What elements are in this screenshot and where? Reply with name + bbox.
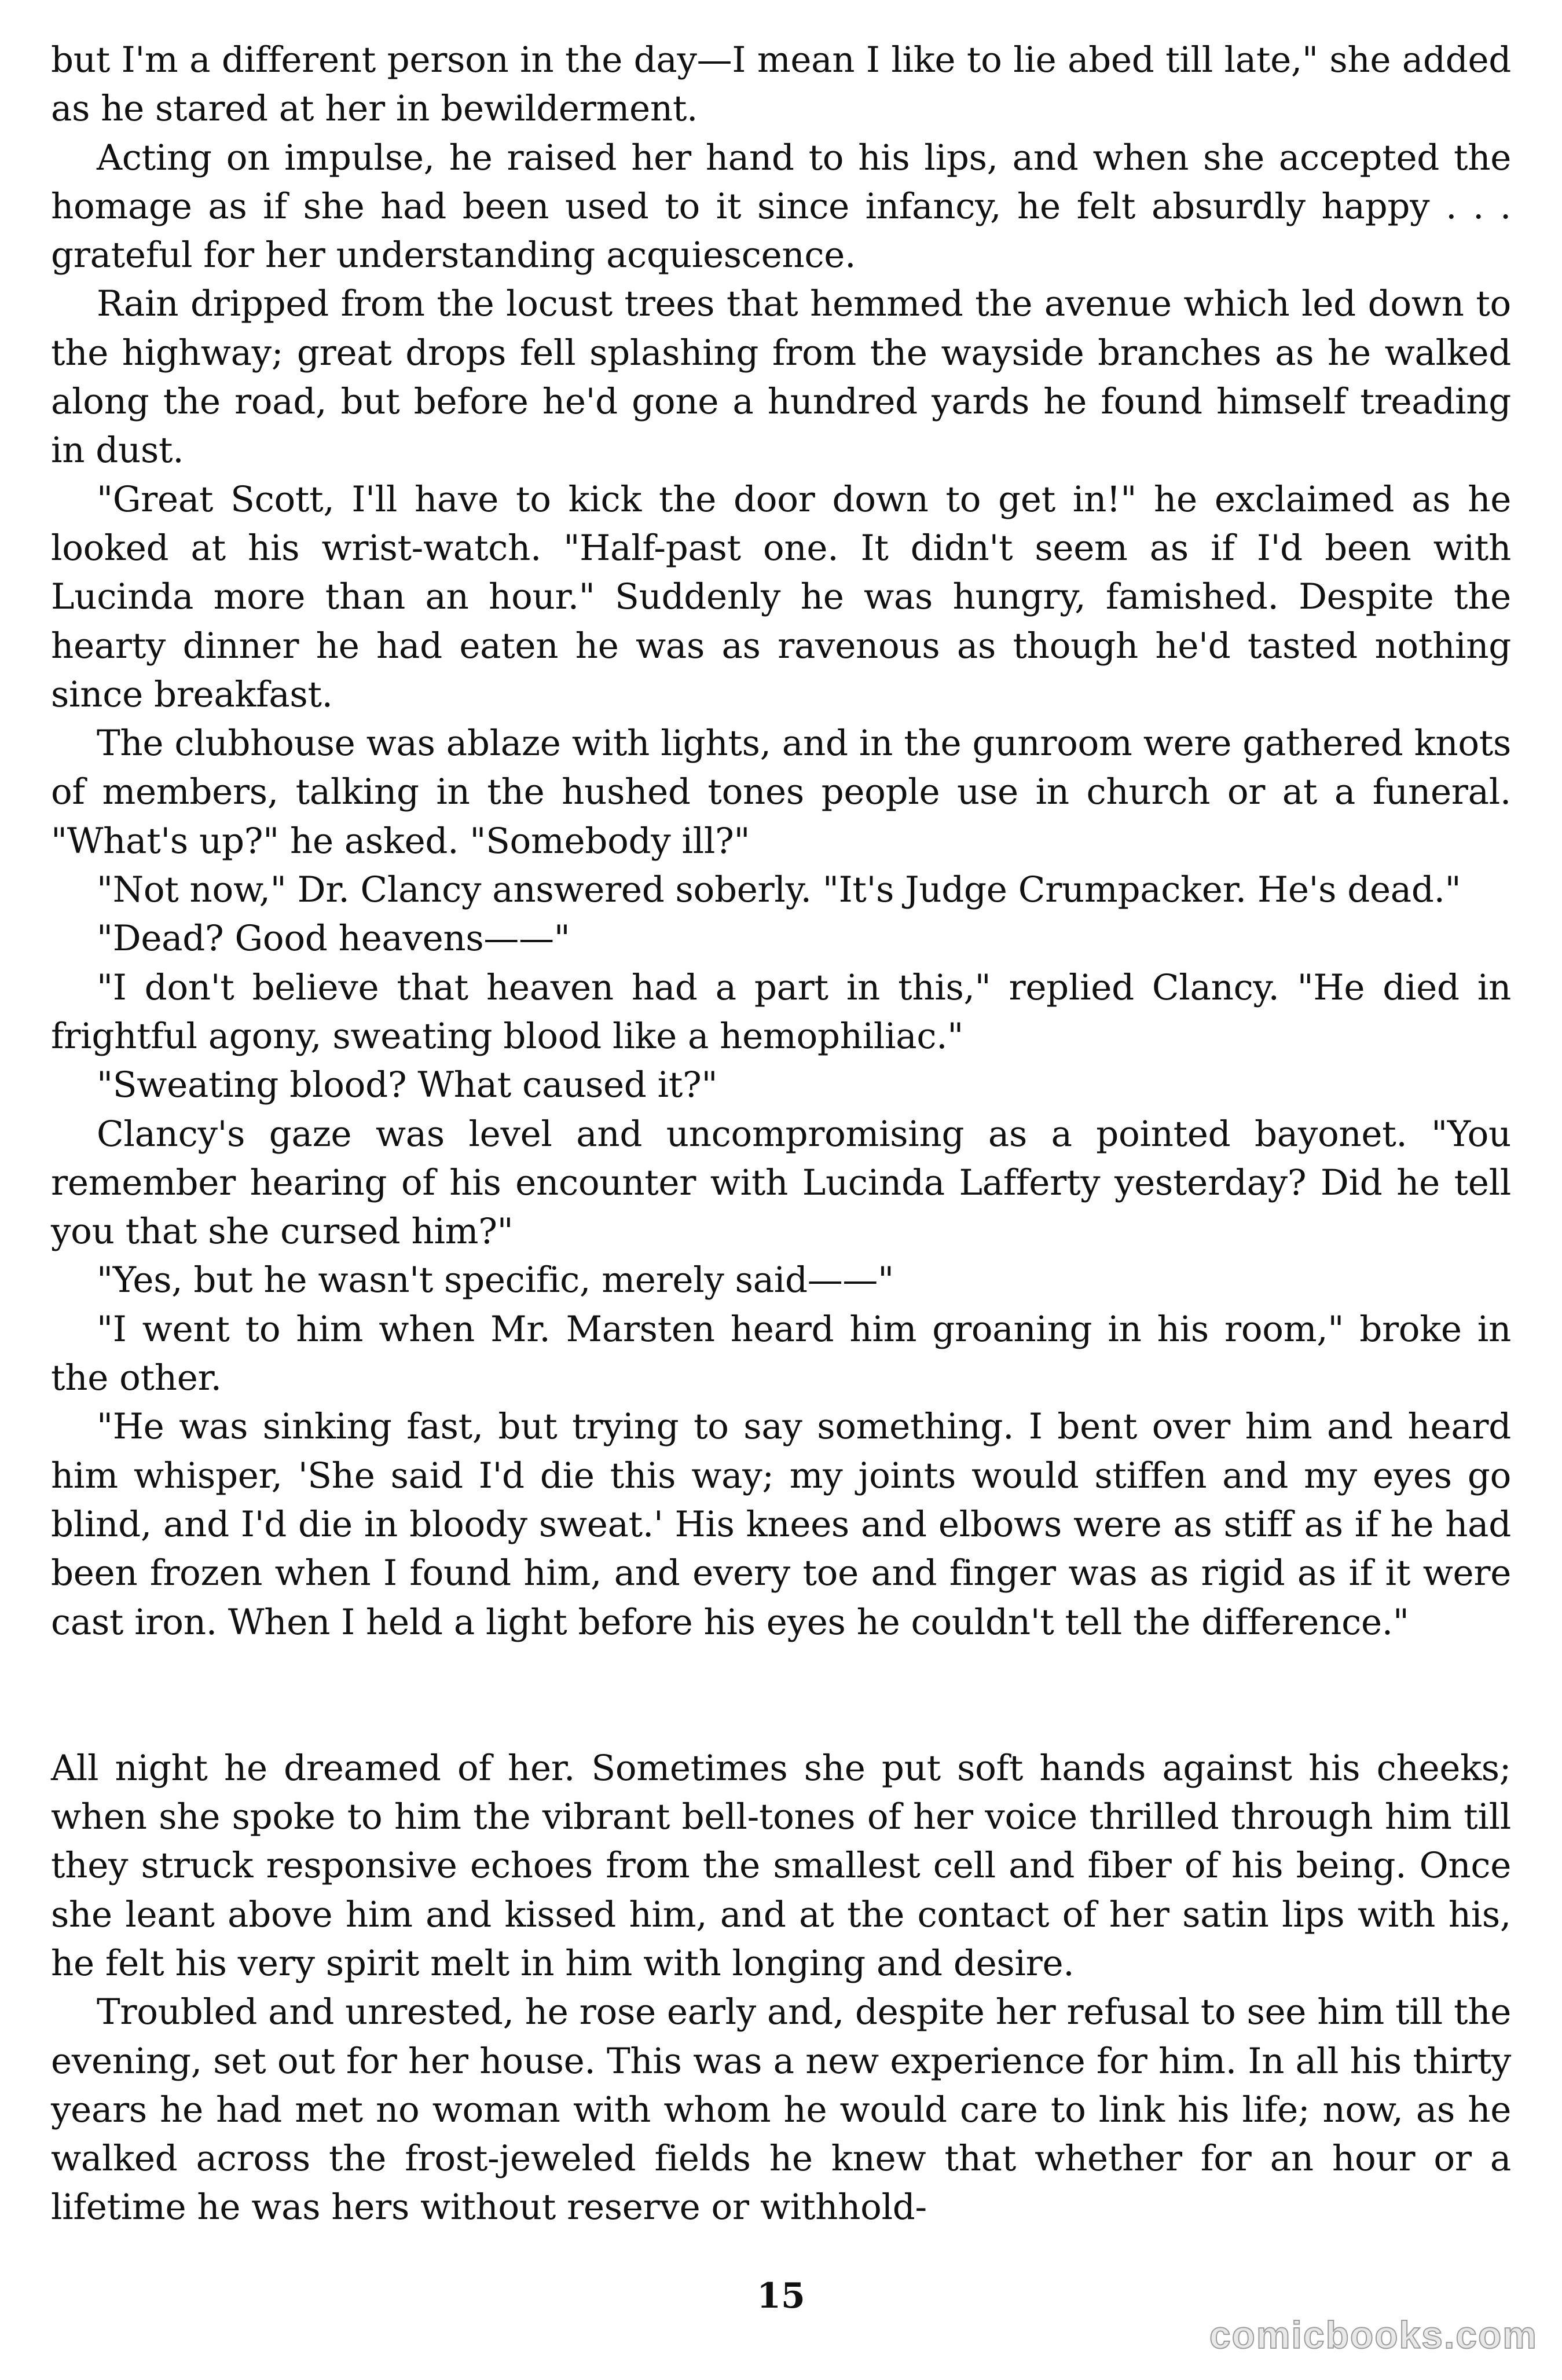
paragraph: The clubhouse was ablaze with lights, and in the gunroom were gathered knots of members, talking in the hushed tones people use in church or at a funeral. "What's up?" he asked. "Somebody ill?" [51, 723, 1511, 862]
section-break [51, 1647, 1511, 1744]
text-column [51, 36, 1511, 2232]
paragraph: "I don't believe that heaven had a part in this," replied Clancy. "He died in frightful agony, sweating blood like a hemophiliac." [51, 966, 1511, 1057]
paragraph: "Not now," Dr. Clancy answered soberly. "It's Judge Crumpacker. He's dead." [97, 869, 1461, 911]
paragraph: "I went to him when Mr. Marsten heard him groaning in his room," broke in the other. [51, 1308, 1511, 1399]
paragraph: but I'm a different person in the day—I mean I like to lie abed till late," she added as he stared at her in bewilderment. [51, 39, 1511, 130]
paragraph: "He was sinking fast, but trying to say something. I bent over him and heard him whisper, 'She said I'd die this way; my joints would stiffen and my eyes go blind, and I'd die in bloody sweat.' His knees and elbows were as stiff as if he had been frozen when I found him, and every toe and finger was as rigid as if it were cast iron. When I held a light before his eyes he couldn't tell the difference." [51, 1406, 1511, 1643]
paragraph: Rain dripped from the locust trees that hemmed the avenue which led down to the highway; great drops fell splashing from the wayside branches as he walked along the road, but before he'd gone a hundred yards he found himself treading in dust. [51, 283, 1511, 471]
paragraph: All night he dreamed of her. Sometimes she put soft hands against his cheeks; when she spoke to him the vibrant bell-tones of her voice thrilled through him till they struck responsive echoes from the smallest cell and fiber of his being. Once she leant above him and kissed him, and at the contact of her satin lips with his, he felt his very spirit melt in him with longing and desire. [51, 1747, 1511, 1984]
paragraph: Clancy's gaze was level and uncompromising as a pointed bayonet. "You remember hearing of his encounter with Lucinda Lafferty yesterday? Did he tell you that she cursed him?" [51, 1113, 1511, 1253]
page-number: 15 [757, 2276, 805, 2316]
paragraph: Troubled and unrested, he rose early and, despite her refusal to see him till the evening, set out for her house. This was a new experience for him. In all his thirty years he had met no woman with whom he would care to link his life; now, as he walked across the frost-jeweled fields he knew that whether for an hour or a lifetime he was hers without reserve or withhold- [51, 1991, 1511, 2228]
paragraph: "Yes, but he wasn't specific, merely said——" [97, 1259, 894, 1301]
paragraph: Acting on impulse, he raised her hand to his lips, and when she accepted the homage as if she had been used to it since infancy, he felt absurdly happy . . . grateful for her understanding acquiescence. [51, 137, 1511, 276]
paragraph: "Sweating blood? What caused it?" [97, 1064, 718, 1106]
watermark-logo: comicbooks.com [1209, 2313, 1538, 2356]
paragraph: "Dead? Good heavens——" [97, 918, 570, 960]
paragraph: "Great Scott, I'll have to kick the door down to get in!" he exclaimed as he looked at his wrist-watch. "Half-past one. It didn't seem as if I'd been with Lucinda more than an hour." Suddenly he was hungry, famished. Despite the hearty dinner he had eaten he was as ravenous as though he'd tasted nothing since breakfast. [51, 478, 1511, 715]
